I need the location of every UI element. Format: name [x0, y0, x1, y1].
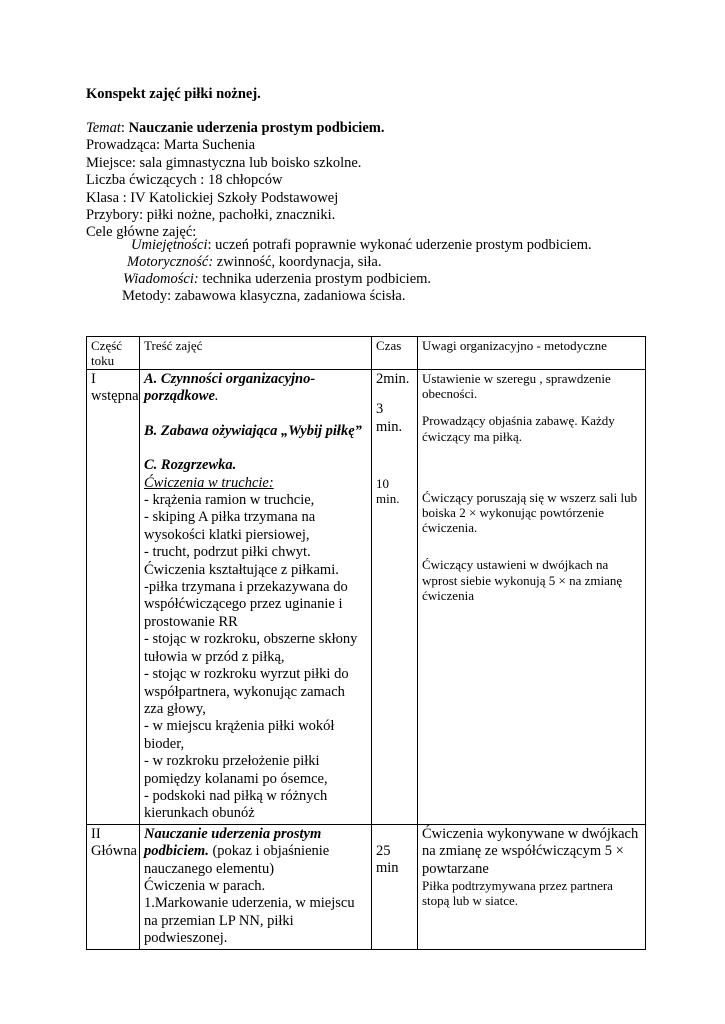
time-value: 10 min. [376, 476, 400, 507]
goal-label: Umiejętności [131, 237, 208, 253]
exercise-line: - w miejscu krążenia piłki wokół bioder, [144, 718, 335, 752]
note: Ćwiczący ustawieni w dwójkach na wprost siebie wykonują 5 × na zmianę ćwiczenia [422, 557, 623, 603]
part-name: wstępna [91, 388, 139, 405]
part-name: Główna [91, 843, 137, 860]
info-line: Przybory: piłki nożne, pachołki, znaczniki. [86, 207, 336, 224]
notes-cell [418, 370, 646, 825]
exercise-line: -piłka trzymana i przekazywana do współćwiczącego przez uginanie i prostowanie RR [144, 579, 348, 630]
topic-line: Temat: Nauczanie uderzenia prostym podbiciem. [86, 120, 385, 136]
time-cell [372, 370, 418, 825]
section-c-title: C. Rozgrzewka. [144, 457, 237, 474]
goal-label: Motoryczność: [127, 254, 214, 270]
goal-text: technika uderzenia prostym podbiciem. [198, 271, 432, 287]
exercise-line: - skiping A piłka trzymana na wysokości klatki piersiowej, [144, 509, 316, 543]
header-part: Część toku [87, 337, 140, 370]
part-cell [87, 370, 140, 825]
content-cell [140, 370, 372, 825]
exercise-line: - w rozkroku przełożenie piłki pomiędzy kolanami po ósemce, [144, 753, 328, 787]
info-line: Cele główne zajęć: [86, 224, 197, 241]
note: Prowadzący objaśnia zabawę. Każdy ćwiczący ma piłką. [422, 413, 615, 444]
lesson-info [86, 120, 384, 242]
notes-cell [418, 824, 646, 949]
note: Piłka podtrzymywana przez partnera stopą lub w siatce. [422, 877, 613, 909]
header-time: Czas [372, 337, 418, 370]
time-value: 25 min [376, 842, 399, 877]
header-notes: Uwagi organizacyjno - metodyczne [418, 337, 646, 370]
exercise-line: - stojąc w rozkroku, obszerne skłony tułowia w przód z piłką, [144, 631, 358, 665]
table-row [87, 370, 646, 825]
document-title: Konspekt zajęć piłki nożnej. [86, 86, 261, 102]
table-row [87, 824, 646, 949]
topic-value: Nauczanie uderzenia prostym podbiciem. [128, 120, 385, 136]
goal-label: Wiadomości: [123, 271, 199, 287]
part-number: II [91, 825, 101, 842]
header-content: Treść zajęć [140, 337, 372, 370]
section-c-subtitle: Ćwiczenia w truchcie: [144, 474, 274, 491]
goal-knowledge [123, 271, 431, 288]
content-cell [140, 824, 372, 949]
time-value: 3 min. [376, 401, 403, 435]
note: Ustawienie w szeregu , sprawdzenie obecności. [422, 371, 611, 402]
info-line: Miejsce: sala gimnastyczna lub boisko szkolne. [86, 154, 362, 171]
exercise-line: Ćwiczenia kształtujące z piłkami. [144, 561, 339, 578]
time-cell [372, 824, 418, 949]
section-b-title: B. Zabawa ożywiająca „Wybij piłkę” [144, 422, 362, 439]
exercise-line: 1.Markowanie uderzenia, w miejscu na przemian LP NN, piłki podwieszonej. [144, 895, 355, 947]
goal-methods [122, 288, 405, 305]
time-value: 2min. [376, 371, 410, 387]
section-a-title: A. Czynności organizacyjno-porządkowe [144, 371, 316, 405]
note: Ćwiczenia wykonywane w dwójkach na zmianę ze współćwiczącym 5 × powtarzane [422, 825, 639, 877]
exercise-line: - trucht, podrzut piłki chwyt. [144, 544, 311, 561]
goal-skills [131, 237, 592, 254]
goal-text: zwinność, koordynacja, siła. [213, 254, 382, 270]
exercise-line: - krążenia ramion w truchcie, [144, 492, 315, 509]
exercise-line: - stojąc w rozkroku wyrzut piłki do współpartnera, wykonując zamach zza głowy, [144, 666, 349, 717]
info-line: Prowadząca: Marta Suchenia [86, 137, 256, 154]
lesson-plan-table [86, 336, 646, 950]
info-line: Liczba ćwiczących : 18 chłopców [86, 172, 283, 189]
main-section-title: Nauczanie uderzenia prostym podbiciem. [144, 825, 322, 860]
table-header-row [87, 337, 646, 370]
section-a-dot: . [214, 388, 219, 405]
main-section-note: (pokaz i objaśnienie nauczanego elementu) [144, 843, 330, 877]
topic-label: Temat [86, 120, 121, 136]
exercise-line: - podskoki nad piłką w różnych kierunkach obunóż [144, 787, 328, 822]
goal-motor [127, 254, 382, 271]
goal-text: : uczeń potrafi poprawnie wykonać uderzenie prostym podbiciem. [207, 237, 592, 253]
exercise-line: Ćwiczenia w parach. [144, 877, 266, 894]
part-cell [87, 824, 140, 949]
info-line: Klasa : IV Katolickiej Szkoły Podstawowej [86, 189, 339, 206]
note: Ćwiczący poruszają się w wszerz sali lub boiska 2 × wykonując powtórzenie ćwiczenia. [422, 489, 638, 536]
goal-text: Metody: zabawowa klasyczna, zadaniowa ścisła. [122, 288, 406, 304]
part-number: I [91, 371, 96, 387]
